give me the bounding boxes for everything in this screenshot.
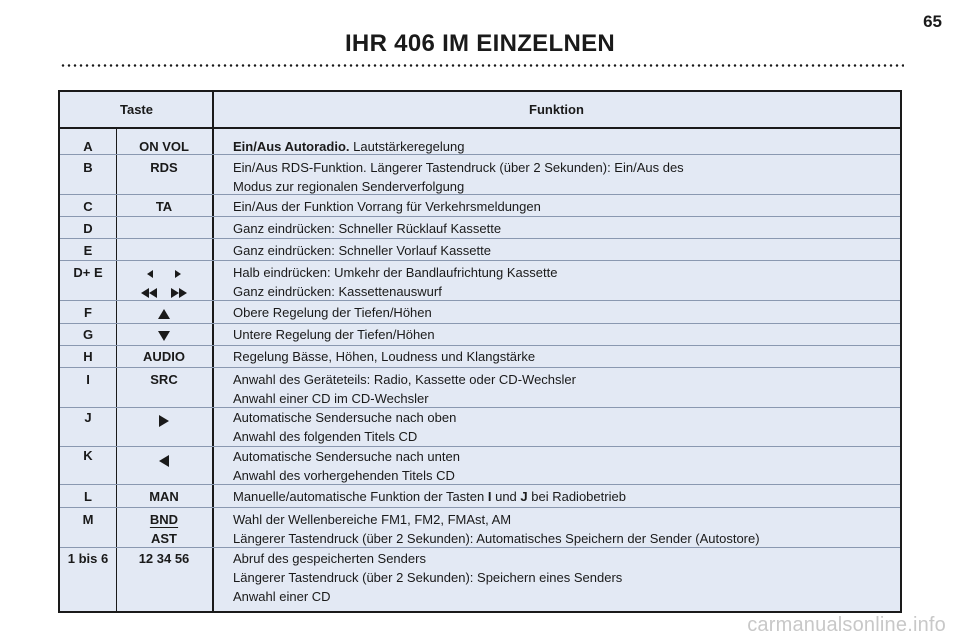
function-text-line: Lautstärkeregelung [349, 139, 465, 154]
row-letter: F [84, 305, 92, 320]
function-text-part: und [491, 489, 521, 504]
function-text: Ein/Aus der Funktion Vorrang für Verkehrsmeldungen [233, 199, 541, 214]
function-text: Untere Regelung der Tiefen/Höhen [233, 327, 435, 342]
function-text [233, 447, 893, 485]
function-text [233, 510, 893, 548]
key-seek-down [116, 450, 212, 469]
row-letter: J [84, 410, 92, 425]
function-text-line: Abruf des gespeicherten Senders [233, 551, 426, 566]
row-letter: D [83, 221, 93, 236]
header-funktion: Funktion [529, 102, 584, 117]
function-text-part: bei Radiobetrieb [527, 489, 626, 504]
row-letter: A [83, 139, 93, 154]
function-text [233, 158, 893, 196]
function-text [233, 549, 893, 606]
fast-forward-icon [179, 288, 187, 298]
row-separator [60, 238, 900, 239]
key-bnd-ast [116, 510, 212, 548]
cassette-wind-icons [116, 282, 212, 301]
function-text-line: Anwahl einer CD [233, 589, 331, 604]
row-separator [60, 367, 900, 368]
function-text: Ganz eindrücken: Schneller Rücklauf Kassette [233, 221, 502, 236]
row-separator [60, 216, 900, 217]
row-separator [60, 260, 900, 261]
row-letter: I [86, 372, 90, 387]
row-letter: G [82, 327, 94, 342]
column-divider [212, 92, 214, 611]
row-letter: K [83, 448, 93, 463]
key-cassette-arrows [116, 263, 212, 301]
function-text-line: Anwahl des folgenden Titels CD [233, 429, 418, 444]
key-ast: AST [151, 531, 177, 546]
cassette-direction-icons [116, 263, 212, 282]
function-bold-text: Ein/Aus Autoradio. [233, 139, 350, 154]
function-text-line: Wahl der Wellenbereiche FM1, FM2, FMAst, AM [233, 512, 512, 527]
function-key-ref: I [487, 489, 492, 504]
row-letter: C [83, 199, 93, 214]
key-presets: 12 34 56 [138, 551, 190, 566]
row-separator [60, 507, 900, 508]
key-seek-up [116, 410, 212, 429]
row-letter: E [83, 243, 93, 258]
function-table [58, 90, 902, 613]
function-text [233, 408, 893, 446]
function-text-line: Längerer Tastendruck (über 2 Sekunden): Automatisches Speichern der Sender (Autostore) [233, 531, 760, 546]
row-letter: B [83, 160, 93, 175]
dotted-divider [60, 64, 904, 67]
key-rds: RDS [150, 160, 178, 175]
header-taste: Taste [120, 102, 153, 117]
function-key-ref: J [520, 489, 528, 504]
key-ta: TA [155, 199, 173, 214]
function-text-line: Anwahl des Geräteteils: Radio, Kassette oder CD-Wechsler [233, 372, 576, 387]
function-text-line: Ganz eindrücken: Kassettenauswurf [233, 284, 442, 299]
function-text [233, 370, 893, 408]
function-text [233, 263, 893, 301]
triangle-left-icon [159, 455, 169, 467]
function-text-line: Längerer Tastendruck (über 2 Sekunden): Speichern eines Senders [233, 570, 623, 585]
triangle-down-icon [158, 331, 170, 341]
function-text-line: Halb eindrücken: Umkehr der Bandlaufrichtung Kassette [233, 265, 558, 280]
rewind-icon [141, 288, 149, 298]
function-text [233, 137, 893, 156]
key-down-arrow [116, 325, 212, 344]
row-letter: L [84, 489, 92, 504]
page-title: IHR 406 IM EINZELNEN [344, 30, 616, 57]
function-text-part: Manuelle/automatische Funktion der Tasten [233, 489, 488, 504]
function-text-line: Automatische Sendersuche nach unten [233, 449, 460, 464]
page-number: 65 [923, 12, 942, 31]
caret-left-icon [147, 270, 153, 278]
function-text [233, 487, 893, 506]
key-up-arrow [116, 303, 212, 322]
key-src: SRC [150, 372, 178, 387]
triangle-right-icon [159, 415, 169, 427]
row-separator [60, 345, 900, 346]
row-letter: H [83, 349, 93, 364]
row-separator [60, 323, 900, 324]
key-bnd: BND [149, 512, 179, 527]
row-letter: 1 bis 6 [67, 551, 109, 566]
triangle-up-icon [158, 309, 170, 319]
caret-right-icon [175, 270, 181, 278]
function-text: Obere Regelung der Tiefen/Höhen [233, 305, 432, 320]
function-text-line: Automatische Sendersuche nach oben [233, 410, 457, 425]
fast-forward-icon [171, 288, 179, 298]
function-text-line: Anwahl einer CD im CD-Wechsler [233, 391, 429, 406]
function-text: Ganz eindrücken: Schneller Vorlauf Kassette [233, 243, 491, 258]
table-header [60, 92, 900, 129]
function-text: Regelung Bässe, Höhen, Loudness und Klangstärke [233, 349, 536, 364]
rewind-icon [149, 288, 157, 298]
watermark: carmanualsonline.info [747, 614, 946, 636]
function-text-line: Anwahl des vorhergehenden Titels CD [233, 468, 455, 483]
row-letter: D+ E [73, 265, 103, 280]
key-audio: AUDIO [143, 349, 185, 364]
function-text-line: Ein/Aus RDS-Funktion. Längerer Tastendruck (über 2 Sekunden): Ein/Aus des [233, 160, 684, 175]
key-on-vol: ON VOL [139, 139, 189, 154]
function-text-line: Modus zur regionalen Senderverfolgung [233, 179, 465, 194]
row-letter: M [82, 512, 94, 527]
key-man: MAN [149, 489, 179, 504]
